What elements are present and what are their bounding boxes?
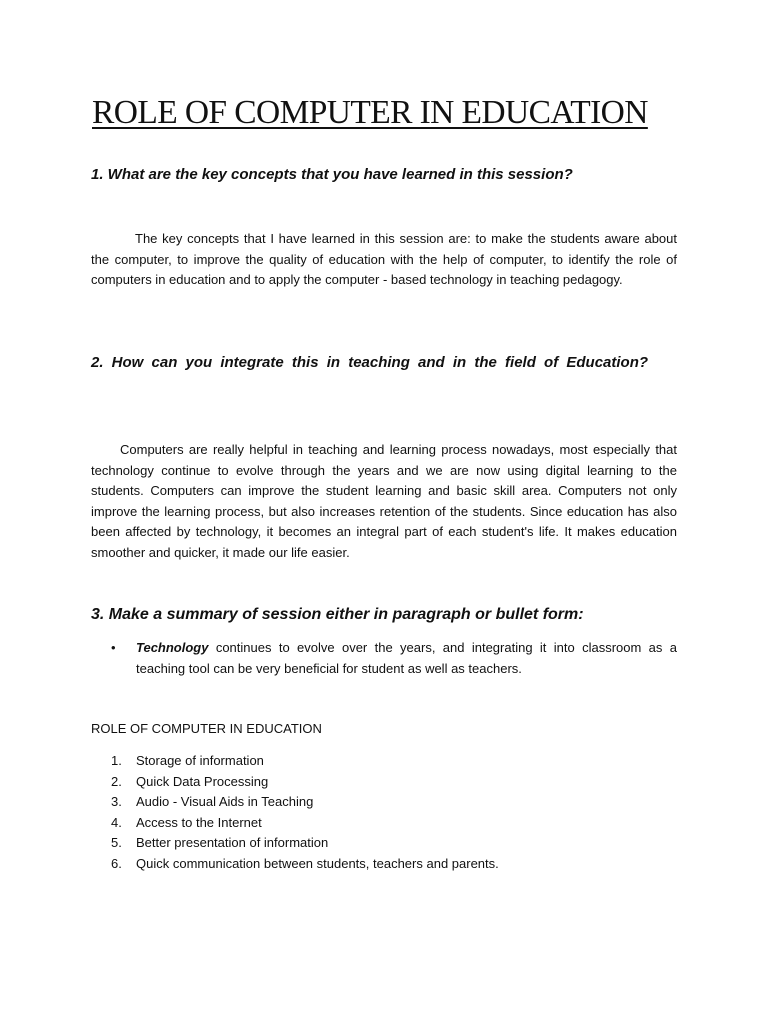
list-number: 4. [111,814,122,830]
list-item [111,638,677,679]
list-item [111,833,499,854]
bullet-icon: • [111,640,116,655]
list-item [111,772,499,793]
bullet-keyword: Technology [136,640,209,655]
list-item [111,792,499,813]
document-title: ROLE OF COMPUTER IN EDUCATION [92,94,648,131]
bullet-text: continues to evolve over the years, and integrating it into classroom as a teaching tool can be very beneficial for student as well as teachers. [136,640,677,676]
list-item-text: Quick Data Processing [136,773,269,789]
summary-numbered-list [111,751,499,874]
list-item-text: Access to the Internet [136,814,262,830]
list-item-text: Storage of information [136,753,264,768]
answer-1-paragraph: The key concepts that I have learned in this session are: to make the students aware about the computer, to improve the quality of education with the help of computer, to identify the role of computers in education and to apply the computer - based technology in teaching pedagogy. [91,231,677,287]
list-item-text: Audio - Visual Aids in Teaching [136,794,314,809]
summary-bullet-list [111,638,677,679]
list-number: 1. [111,753,122,768]
list-item [111,813,499,834]
question-3: 3. Make a summary of session either in paragraph or bullet form: [91,606,584,623]
question-2: 2. How can you integrate this in teaching and in the field of Education? [91,354,649,371]
list-number: 2. [111,773,122,789]
list-item-text: Better presentation of information [136,835,329,850]
answer-2-paragraph: Computers are really helpful in teaching and learning process nowadays, most especially that technology continue to evolve through the years and we are now using digital learning to the students. Computers can improve the student learning and basic skill area. Computers not only improve the learning process, but also increases retention of the students. Since education has also been affected by technology, it becomes an integral part of each student's life. It makes education smoother and quicker, it made our life easier. [91,442,677,560]
list-number: 5. [111,835,122,850]
list-item [111,751,499,772]
summary-heading: ROLE OF COMPUTER IN EDUCATION [91,721,322,736]
question-1: 1. What are the key concepts that you have learned in this session? [91,166,573,183]
list-item [111,854,499,875]
list-number: 3. [111,794,122,809]
list-item-text: Quick communication between students, teachers and parents. [136,855,499,871]
list-number: 6. [111,855,122,871]
